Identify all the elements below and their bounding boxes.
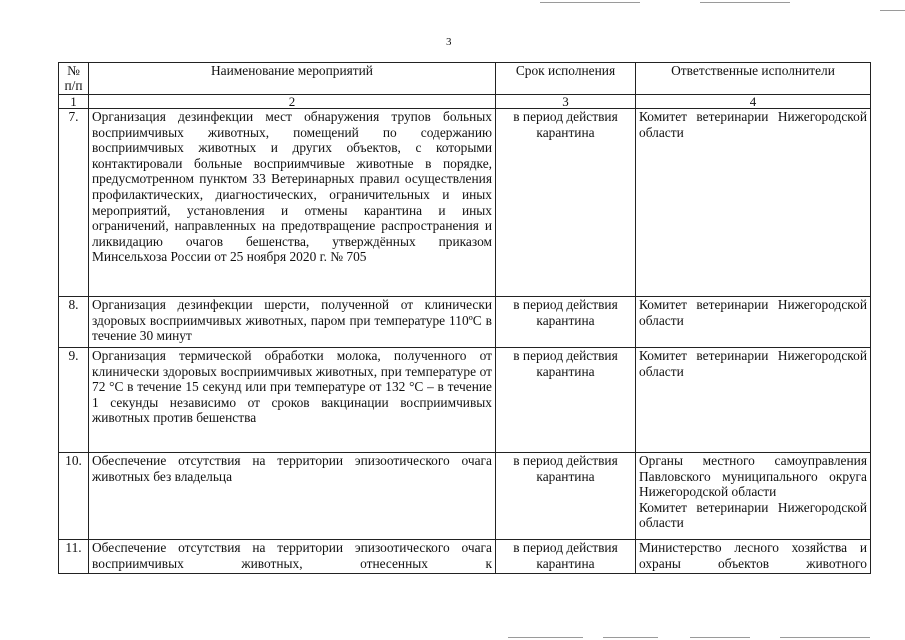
- scan-artifact-line: [540, 2, 640, 3]
- header-num: № п/п: [59, 63, 89, 95]
- scan-artifact-line: [780, 637, 870, 638]
- row-responsible: [636, 348, 871, 453]
- row-number: 10.: [59, 453, 89, 540]
- responsible-entry: Комитет ветеринарии Нижегородской области: [639, 109, 867, 140]
- column-index: 3: [496, 95, 636, 109]
- header-responsible: Ответственные исполнители: [636, 63, 871, 95]
- page-number: 3: [446, 36, 452, 48]
- row-term: в период действия карантина: [496, 348, 636, 453]
- table-row: [59, 540, 871, 574]
- row-number: 7.: [59, 109, 89, 297]
- row-term: в период действия карантина: [496, 453, 636, 540]
- table-row: [59, 109, 871, 297]
- column-index: 4: [636, 95, 871, 109]
- responsible-entry: Министерство лесного хозяйства и охраны объектов животного: [639, 540, 867, 571]
- table-row: [59, 348, 871, 453]
- responsible-entry: Комитет ветеринарии Нижегородской области: [639, 297, 867, 328]
- table-row: [59, 297, 871, 348]
- scan-artifact-line: [700, 2, 790, 3]
- row-number: 9.: [59, 348, 89, 453]
- row-responsible: [636, 109, 871, 297]
- row-responsible: [636, 453, 871, 540]
- row-measure: Организация дезинфекции шерсти, полученной от клинически здоровых восприимчивых животных, паром при температуре 110ºС в течение 30 минут: [89, 297, 496, 348]
- measures-table: [58, 62, 871, 574]
- row-measure: Обеспечение отсутствия на территории эпизоотического очага восприимчивых животных, отнесенных к: [89, 540, 496, 574]
- header-name: Наименование мероприятий: [89, 63, 496, 95]
- row-measure: Обеспечение отсутствия на территории эпизоотического очага животных без владельца: [89, 453, 496, 540]
- row-responsible: [636, 297, 871, 348]
- column-index-row: [59, 95, 871, 109]
- responsible-entry: Комитет ветеринарии Нижегородской области: [639, 348, 867, 379]
- row-number: 11.: [59, 540, 89, 574]
- responsible-entry: Комитет ветеринарии Нижегородской области: [639, 499, 867, 531]
- scan-artifact-line: [690, 637, 750, 638]
- row-responsible: [636, 540, 871, 574]
- row-measure: Организация дезинфекции мест обнаружения трупов больных восприимчивых животных, помещений по содержанию восприимчивых животных и других объектов, с которыми контактировали больные восприимчивые животные в порядке, предусмотренном пунктом 33 Ветеринарных правил осуществления профилактических, диагностических, ограничительных и иных мероприятий, установления и отмены карантина и иных ограничений, направленных на предотвращение распространения и ликвидацию очагов бешенства, утверждённых приказом Минсельхоза России от 25 ноября 2020 г. № 705: [89, 109, 496, 297]
- column-index: 2: [89, 95, 496, 109]
- table-row: [59, 453, 871, 540]
- column-index: 1: [59, 95, 89, 109]
- scan-artifact-line: [880, 10, 905, 11]
- header-term: Срок исполнения: [496, 63, 636, 95]
- scan-artifact-line: [508, 637, 583, 638]
- scan-artifact-line: [603, 637, 658, 638]
- responsible-entry: Органы местного самоуправления Павловского муниципального округа Нижегородской области: [639, 453, 867, 500]
- row-term: в период действия карантина: [496, 297, 636, 348]
- row-number: 8.: [59, 297, 89, 348]
- row-term: в период действия карантина: [496, 109, 636, 297]
- row-term: в период действия карантина: [496, 540, 636, 574]
- table-header-row: [59, 63, 871, 95]
- row-measure: Организация термической обработки молока, полученного от клинически здоровых восприимчивых животных, при температуре от 72 °С в течение 15 секунд или при температуре от 132 °С – в течение 1 секунды независимо от сроков вакцинации восприимчивых животных против бешенства: [89, 348, 496, 453]
